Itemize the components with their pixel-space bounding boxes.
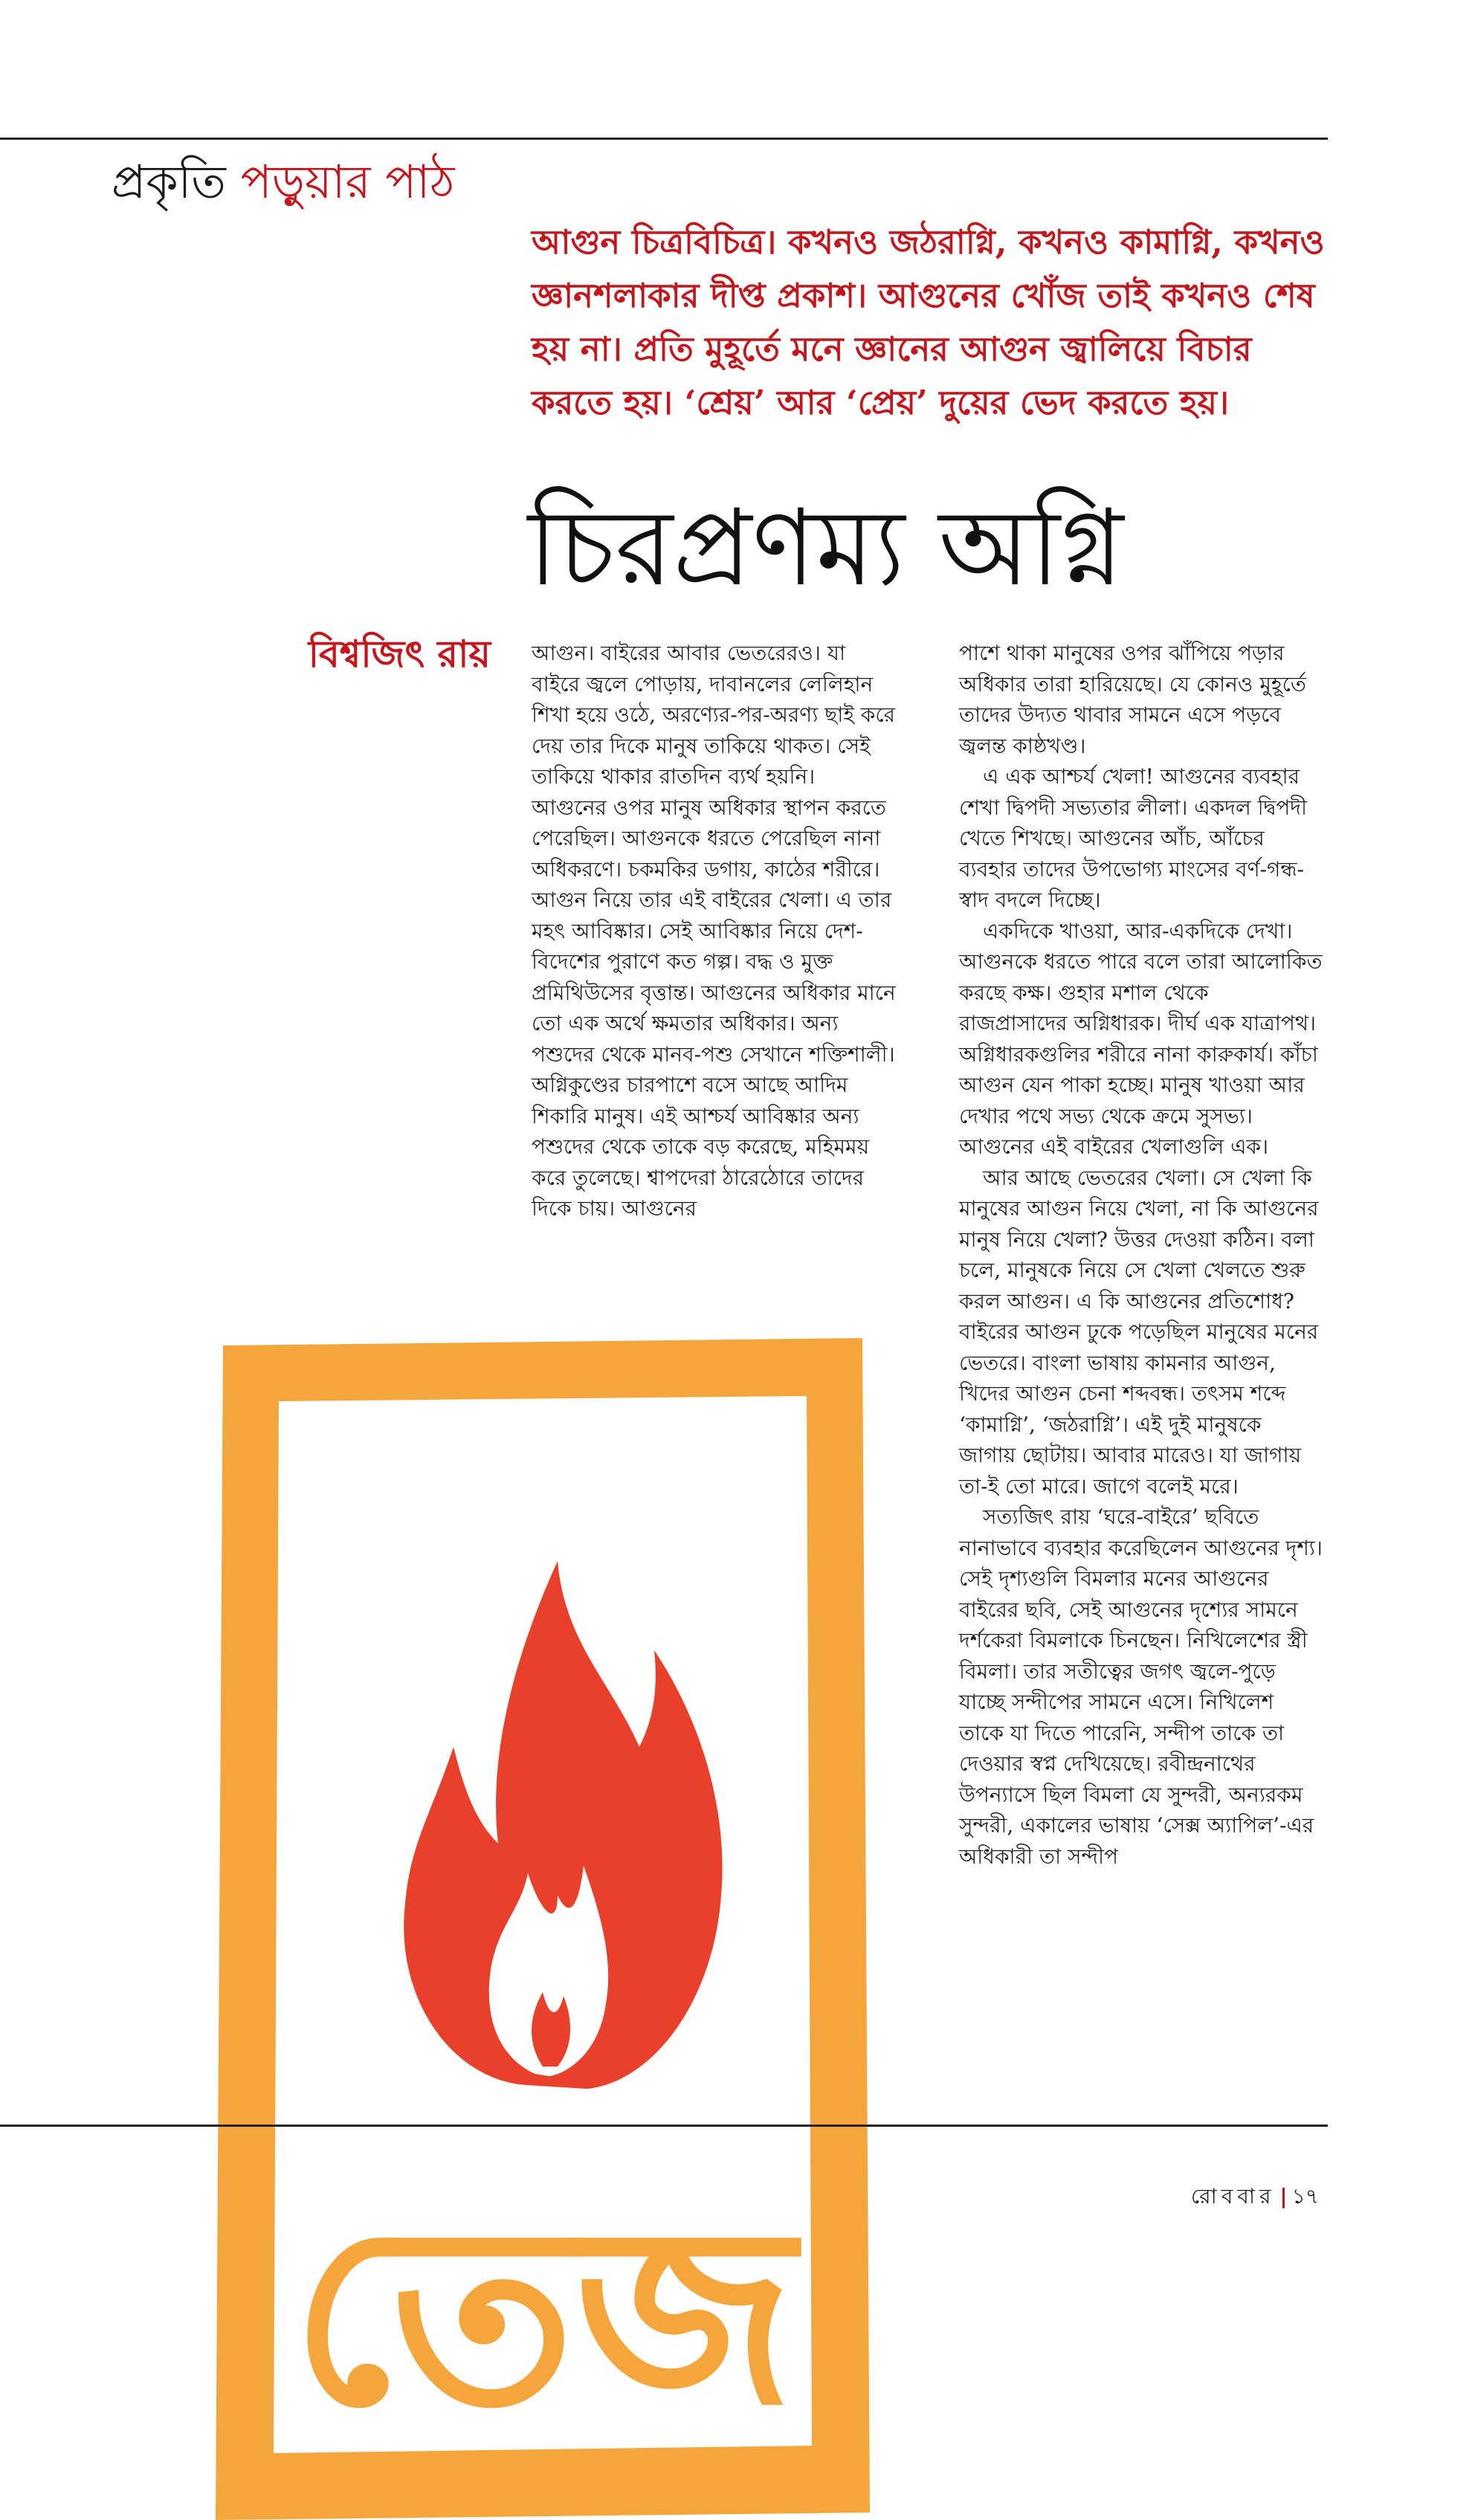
article-title: চিরপ্রণম্য অগ্নি [528, 487, 1124, 610]
paragraph: একদিকে খাওয়া, আর-একদিকে দেখা। আগুনকে ধরতে পারে বলে তারা আলোকিত করছে কক্ষ। গুহার মশাল থেকে রাজপ্রাসাদের অগ্নিধারক। দীর্ঘ এক যাত্রাপথ। অগ্নিধারকগুলির শরীরে নানা কারুকার্য। কাঁচা আগুন যেন পাকা হচ্ছে। মানুষ খাওয়া আর দেখার পথে সভ্য থেকে ক্রমে সুসভ্য। আগুনের এই বাইরের খেলাগুলি এক। [959, 918, 1323, 1159]
bottom-rule [0, 2125, 1328, 2127]
section-label-part2: পড়ুয়ার পাঠ [240, 155, 455, 209]
teja-fire-artwork [208, 1331, 877, 2520]
magazine-name: রোববার [1190, 2184, 1276, 2209]
body-column-2 [959, 638, 1323, 1872]
paragraph: সত্যজিৎ রায় ‘ঘরে-বাইরে’ ছবিতে নানাভাবে ব্যবহার করেছিলেন আগুনের দৃশ্য। সেই দৃশ্যগুলি বিমলার মনের আগুনের বাইরের ছবি, সেই আগুনের দৃশ্যের সামনে দর্শকেরা বিমলাকে চিনছেন। নিখিলেশের স্ত্রী বিমলা। তার সতীত্বের জগৎ জ্বলে-পুড়ে যাচ্ছে সন্দীপের সামনে এসে। নিখিলেশ তাকে যা দিতে পারেনি, সন্দীপ তাকে তা দেওয়ার স্বপ্ন দেখিয়েছে। রবীন্দ্রনাথের উপন্যাসে ছিল বিমলা যে সুন্দরী, অন্যরকম সুন্দরী, একালের ভাষায় ‘সেক্স অ্যাপিল’-এর অধিকারী তা সন্দীপ [959, 1505, 1323, 1869]
folio-separator: | [1279, 2184, 1288, 2209]
author-byline: বিশ্বজিৎ রায় [308, 632, 491, 676]
artwork-text: তেজ [291, 2174, 795, 2459]
page-number: ১৭ [1291, 2184, 1319, 2209]
section-label [112, 152, 455, 212]
flame-icon [404, 1561, 722, 2089]
page-folio [1191, 2180, 1319, 2215]
paragraph: আগুন। বাইরের আবার ভেতরেরও। যা বাইরে জ্বলে পোড়ায়, দাবানলের লেলিহান শিখা হয়ে ওঠে, অরণ্যের-পর-অরণ্য ছাই করে দেয় তার দিকে মানুষ তাকিয়ে থাকত। সেই তাকিয়ে থাকার রাতদিন ব্যর্থ হয়নি। আগুনের ওপর মানুষ অধিকার স্থাপন করতে পেরেছিল। আগুনকে ধরতে পেরেছিল নানা অধিকরণে। চকমকির ডগায়, কাঠের শরীরে। আগুন নিয়ে তার এই বাইরের খেলা। এ তার মহৎ আবিষ্কার। সেই আবিষ্কার নিয়ে দেশ-বিদেশের পুরাণে কত গল্প। বদ্ধ ও মুক্ত প্রমিথিউসের বৃত্তান্ত। আগুনের অধিকার মানে তো এক অর্থে ক্ষমতার অধিকার। অন্য পশুদের থেকে মানব-পশু সেখানে শক্তিশালী। অগ্নিকুণ্ডের চারপাশে বসে আছে আদিম শিকারি মানুষ। এই আশ্চর্য আবিষ্কার অন্য পশুদের থেকে তাকে বড় করেছে, মহিমময় করে তুলেছে। শ্বাপদেরা ঠারেঠোরে তাদের দিকে চায়। আগুনের [532, 641, 896, 1221]
paragraph: আর আছে ভেতরের খেলা। সে খেলা কি মানুষের আগুন নিয়ে খেলা, না কি আগুনের মানুষ নিয়ে খেলা? উত্তর দেওয়া কঠিন। বলা চলে, মানুষকে নিয়ে সে খেলা খেলতে শুরু করল আগুন। এ কি আগুনের প্রতিশোধ? বাইরের আগুন ঢুকে পড়েছিল মানুষের মনের ভেতরে। বাংলা ভাষায় কামনার আগুন, খিদের আগুন চেনা শব্দবন্ধ। তৎসম শব্দে ‘কামাগ্নি’, ‘জঠরাগ্নি’। এই দুই মানুষকে জাগায় ছোটায়। আবার মারেও। যা জাগায় তা-ই তো মারে। জাগে বলেই মরে। [959, 1165, 1319, 1499]
body-column-1 [532, 638, 896, 1224]
intro-standfirst: আগুন চিত্রবিচিত্র। কখনও জঠরাগ্নি, কখনও কামাগ্নি, কখনও জ্ঞানশলাকার দীপ্ত প্রকাশ। আগুনের খোঁজ তাই কখনও শেষ হয় না। প্রতি মুহূর্তে মনে জ্ঞানের আগুন জ্বালিয়ে বিচার করতে হয়। ‘শ্রেয়’ আর ‘প্রেয়’ দুয়ের ভেদ করতে হয়। [532, 222, 1325, 422]
paragraph: পাশে থাকা মানুষের ওপর ঝাঁপিয়ে পড়ার অধিকার তারা হারিয়েছে। যে কোনও মুহূর্তে তাদের উদ্যত থাবার সামনে এসে পড়বে জ্বলন্ত কাষ্ঠখণ্ড। [959, 641, 1306, 758]
paragraph: এ এক আশ্চর্য খেলা! আগুনের ব্যবহার শেখা দ্বিপদী সভ্যতার লীলা। একদল দ্বিপদী খেতে শিখছে। আগুনের আঁচ, আঁচের ব্যবহার তাদের উপভোগ্য মাংসের বর্ণ-গন্ধ-স্বাদ বদলে দিচ্ছে। [959, 764, 1308, 912]
top-rule [0, 138, 1328, 140]
section-label-part1: প্রকৃতি [112, 155, 226, 209]
